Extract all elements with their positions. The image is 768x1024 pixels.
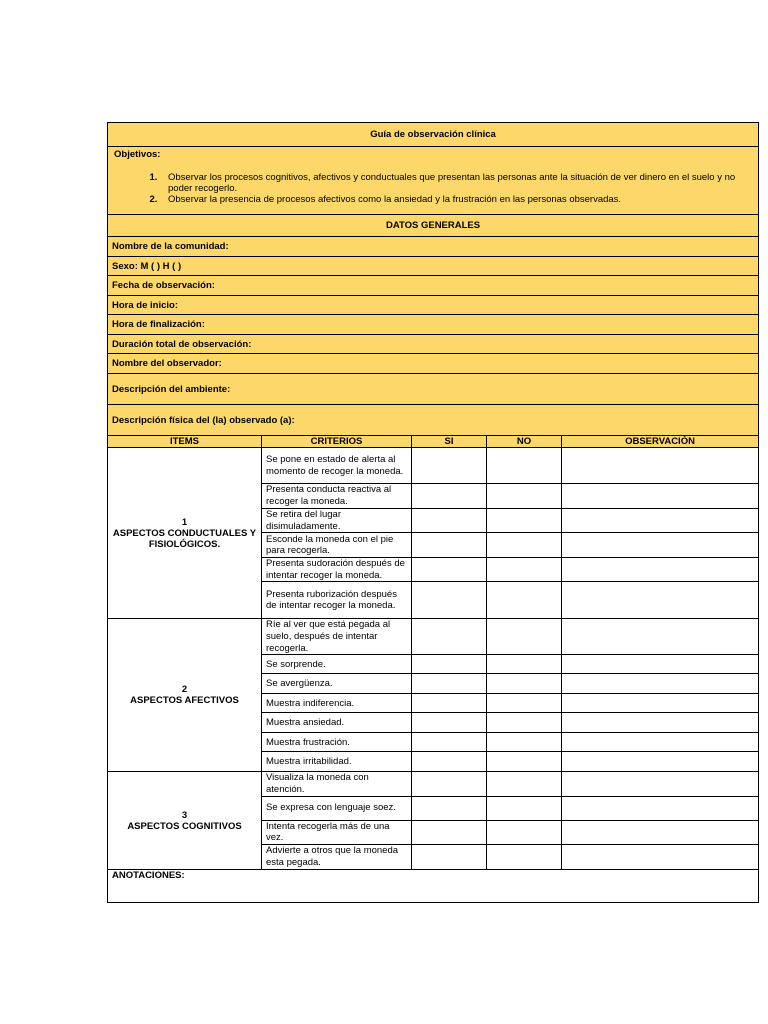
si-answer-cell[interactable] xyxy=(412,582,487,619)
general-field-row xyxy=(108,374,759,405)
no-answer-cell[interactable] xyxy=(487,582,562,619)
annotations-label: ANOTACIONES: xyxy=(108,869,759,902)
criterion-text: Se sorprende. xyxy=(262,655,412,674)
column-header-criteria: CRITERIOS xyxy=(262,436,412,448)
criterion-text: Visualiza la moneda con atención. xyxy=(262,772,412,796)
si-answer-cell[interactable] xyxy=(412,619,487,655)
si-answer-cell[interactable] xyxy=(412,509,487,533)
no-answer-cell[interactable] xyxy=(487,752,562,772)
physical-description-field: Descripción física del (la) observado (a): xyxy=(108,405,759,436)
si-answer-cell[interactable] xyxy=(412,772,487,796)
si-answer-cell[interactable] xyxy=(412,533,487,558)
observer-name-field: Nombre del observador: xyxy=(108,354,759,374)
title-row xyxy=(108,123,759,147)
environment-description-field: Descripción del ambiente: xyxy=(108,374,759,405)
observation-cell[interactable] xyxy=(562,844,759,869)
section-name: ASPECTOS AFECTIVOS xyxy=(130,695,239,707)
si-answer-cell[interactable] xyxy=(412,694,487,713)
community-name-field: Nombre de la comunidad: xyxy=(108,237,759,257)
no-answer-cell[interactable] xyxy=(487,674,562,694)
section-name: ASPECTOS CONDUCTUALES Y FISIOLÓGICOS. xyxy=(112,527,257,550)
total-duration-field: Duración total de observación: xyxy=(108,335,759,354)
no-answer-cell[interactable] xyxy=(487,820,562,844)
end-time-field: Hora de finalización: xyxy=(108,315,759,335)
observation-cell[interactable] xyxy=(562,772,759,796)
criterion-text: Presenta ruborización después de intentar recoger la moneda. xyxy=(262,582,412,619)
general-field-row xyxy=(108,335,759,354)
column-header-no: NO xyxy=(487,436,562,448)
section-number: 3 xyxy=(181,809,188,821)
no-answer-cell[interactable] xyxy=(487,448,562,484)
form-title: Guía de observación clínica xyxy=(108,123,759,147)
criteria-row xyxy=(108,619,759,655)
observation-cell[interactable] xyxy=(562,674,759,694)
si-answer-cell[interactable] xyxy=(412,844,487,869)
general-data-header: DATOS GENERALES xyxy=(108,215,759,237)
observation-form-table xyxy=(107,122,759,903)
criterion-text: Muestra indiferencia. xyxy=(262,694,412,713)
no-answer-cell[interactable] xyxy=(487,772,562,796)
si-answer-cell[interactable] xyxy=(412,796,487,820)
no-answer-cell[interactable] xyxy=(487,713,562,733)
no-answer-cell[interactable] xyxy=(487,558,562,582)
criteria-row xyxy=(108,448,759,484)
si-answer-cell[interactable] xyxy=(412,484,487,509)
objectives-cell xyxy=(108,147,759,215)
observation-cell[interactable] xyxy=(562,820,759,844)
column-header-items: ITEMS xyxy=(108,436,262,448)
observation-cell[interactable] xyxy=(562,752,759,772)
observation-cell[interactable] xyxy=(562,655,759,674)
general-field-row xyxy=(108,315,759,335)
no-answer-cell[interactable] xyxy=(487,509,562,533)
no-answer-cell[interactable] xyxy=(487,655,562,674)
general-header-row xyxy=(108,215,759,237)
no-answer-cell[interactable] xyxy=(487,484,562,509)
observation-cell[interactable] xyxy=(562,509,759,533)
si-answer-cell[interactable] xyxy=(412,713,487,733)
section-item-cell xyxy=(108,619,262,772)
annotations-row xyxy=(108,869,759,902)
criterion-text: Ríe al ver que está pegada al suelo, después de intentar recogerla. xyxy=(262,619,412,655)
general-field-row xyxy=(108,296,759,315)
observation-guide-sheet xyxy=(107,122,758,903)
observation-date-field: Fecha de observación: xyxy=(108,276,759,296)
column-header-si: SI xyxy=(412,436,487,448)
si-answer-cell[interactable] xyxy=(412,820,487,844)
general-field-row xyxy=(108,257,759,276)
criterion-text: Se avergüenza. xyxy=(262,674,412,694)
objectives-row xyxy=(108,147,759,215)
column-header-row xyxy=(108,436,759,448)
no-answer-cell[interactable] xyxy=(487,796,562,820)
si-answer-cell[interactable] xyxy=(412,733,487,752)
observation-cell[interactable] xyxy=(562,533,759,558)
observation-cell[interactable] xyxy=(562,582,759,619)
observation-cell[interactable] xyxy=(562,713,759,733)
observation-cell[interactable] xyxy=(562,558,759,582)
criterion-text: Presenta sudoración después de intentar recoger la moneda. xyxy=(262,558,412,582)
criterion-text: Muestra irritabilidad. xyxy=(262,752,412,772)
no-answer-cell[interactable] xyxy=(487,619,562,655)
criterion-text: Muestra ansiedad. xyxy=(262,713,412,733)
criterion-text: Advierte a otros que la moneda esta pegada. xyxy=(262,844,412,869)
no-answer-cell[interactable] xyxy=(487,694,562,713)
objective-item: 1. Observar los procesos cognitivos, afectivos y conductuales que presentan las personas ante la situación de ver dinero en el suelo y no poder recogerlo. xyxy=(160,172,752,194)
criterion-text: Muestra frustración. xyxy=(262,733,412,752)
observation-cell[interactable] xyxy=(562,619,759,655)
objectives-list xyxy=(114,172,752,205)
no-answer-cell[interactable] xyxy=(487,844,562,869)
observation-cell[interactable] xyxy=(562,448,759,484)
section-number: 1 xyxy=(181,516,188,528)
column-header-observation: OBSERVACIÓN xyxy=(562,436,759,448)
sex-field: Sexo: M ( ) H ( ) xyxy=(108,257,759,276)
si-answer-cell[interactable] xyxy=(412,752,487,772)
si-answer-cell[interactable] xyxy=(412,448,487,484)
observation-cell[interactable] xyxy=(562,694,759,713)
general-field-row xyxy=(108,354,759,374)
observation-cell[interactable] xyxy=(562,484,759,509)
objectives-label: Objetivos: xyxy=(114,149,161,160)
criterion-text: Se expresa con lenguaje soez. xyxy=(262,796,412,820)
section-item-cell xyxy=(108,772,262,869)
observation-cell[interactable] xyxy=(562,733,759,752)
si-answer-cell[interactable] xyxy=(412,655,487,674)
criterion-text: Se retira del lugar disimuladamente. xyxy=(262,509,412,533)
criterion-text: Se pone en estado de alerta al momento de recoger la moneda. xyxy=(262,448,412,484)
objective-item: 2. Observar la presencia de procesos afectivos como la ansiedad y la frustración en las personas observadas. xyxy=(160,194,752,205)
section-name: ASPECTOS COGNITIVOS xyxy=(127,820,242,832)
general-field-row xyxy=(108,276,759,296)
no-answer-cell[interactable] xyxy=(487,533,562,558)
no-answer-cell[interactable] xyxy=(487,733,562,752)
criterion-text: Presenta conducta reactiva al recoger la moneda. xyxy=(262,484,412,509)
si-answer-cell[interactable] xyxy=(412,558,487,582)
criterion-text: Intenta recogerla más de una vez. xyxy=(262,820,412,844)
section-number: 2 xyxy=(181,684,188,696)
criteria-row xyxy=(108,772,759,796)
general-field-row xyxy=(108,405,759,436)
general-field-row xyxy=(108,237,759,257)
observation-cell[interactable] xyxy=(562,796,759,820)
criterion-text: Esconde la moneda con el pie para recogerla. xyxy=(262,533,412,558)
start-time-field: Hora de inicio: xyxy=(108,296,759,315)
section-item-cell xyxy=(108,448,262,619)
si-answer-cell[interactable] xyxy=(412,674,487,694)
